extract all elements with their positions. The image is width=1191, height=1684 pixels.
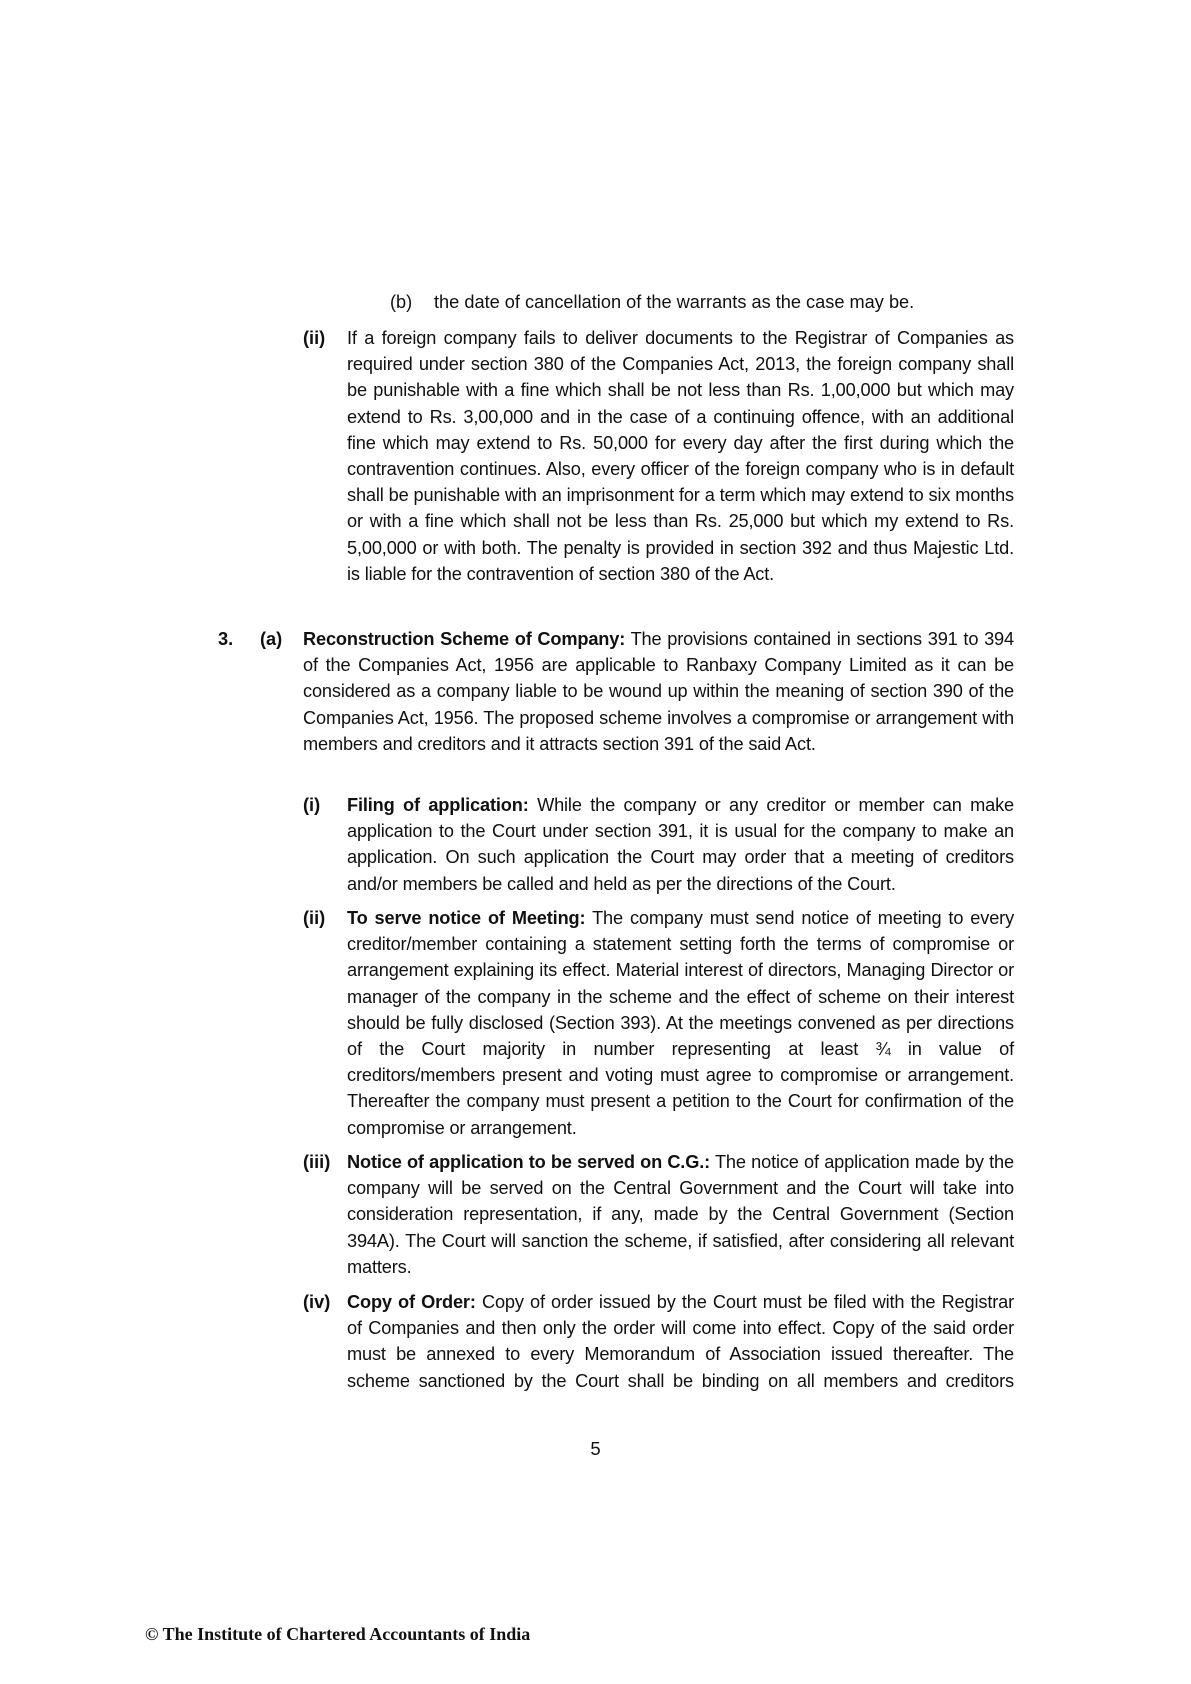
- point-iv-text: Copy of order issued by the Court must be filed with the Registrar of Companies and then only the order will come into effect. Copy of the said order must be annexed to every Memorandum of Association issued thereafter. The scheme sanctioned by the Court shall be binding on all members and creditors: [347, 1292, 1015, 1391]
- question-part-label: (a): [260, 629, 283, 649]
- point-iv-paragraph: [347, 1289, 1014, 1394]
- page-number: 5: [590, 1438, 601, 1459]
- para-ii-text: If a foreign company fails to deliver documents to the Registrar of Companies as required under section 380 of the Companies Act, 2013, the foreign company shall be punishable with a fine which shall be not less than Rs. 1,00,000 but which may extend to Rs. 3,00,000 and in the case of a continuing offence, with an additional fine which may extend to Rs. 50,000 for every day after the first during which the contravention continues. Also, every officer of the foreign company who is in default shall be punishable with an imprisonment for a term which may extend to six months or with a fine which shall not be less than Rs. 25,000 but which my extend to Rs. 5,00,000 or with both. The penalty is provided in section 392 and thus Majestic Ltd. is liable for the contravention of section 380 of the Act.: [347, 328, 1014, 584]
- point-ii-text: The company must send notice of meeting to every creditor/member containing a statement setting forth the terms of compromise or arrangement explaining its effect. Material interest of directors, Managing Director or manager of the company in the scheme and the effect of scheme on their interest should be fully disclosed (Section 393). At the meetings convened as per directions of the Court majority in number representing at least ¾ in value of creditors/members present and voting must agree to compromise or arrangement. Thereafter the company must present a petition to the Court for confirmation of the compromise or arrangement.: [347, 908, 1015, 1138]
- point-iii-paragraph: [347, 1149, 1014, 1280]
- footer-copyright: © The Institute of Chartered Accountants of India: [145, 1624, 531, 1644]
- point-ii-heading: To serve notice of Meeting:: [347, 908, 586, 928]
- subitem-b-text: the date of cancellation of the warrants as the case may be.: [434, 292, 915, 312]
- point-ii-paragraph: [347, 905, 1014, 1141]
- question-3a-heading: Reconstruction Scheme of Company:: [303, 629, 626, 649]
- point-i-label: (i): [303, 795, 321, 815]
- question-number: 3.: [218, 629, 234, 649]
- point-iv-heading: Copy of Order:: [347, 1292, 476, 1312]
- para-ii-label: (ii): [303, 328, 326, 348]
- question-3a-text: The provisions contained in sections 391 to 394 of the Companies Act, 1956 are applicable to Ranbaxy Company Limited as it can be considered as a company liable to be wound up within the meaning of section 390 of the Companies Act, 1956. The proposed scheme involves a compromise or arrangement with members and creditors and it attracts section 391 of the said Act.: [303, 629, 1014, 754]
- point-ii-label: (ii): [303, 908, 326, 928]
- point-iv-label: (iv): [303, 1292, 331, 1312]
- subitem-b-label: (b): [390, 292, 413, 312]
- question-3a-paragraph: [303, 626, 1014, 757]
- point-i-text: While the company or any creditor or member can make application to the Court under section 391, it is usual for the company to make an application. On such application the Court may order that a meeting of creditors and/or members be called and held as per the directions of the Court.: [347, 795, 1014, 894]
- point-i-paragraph: [347, 792, 1014, 897]
- point-iii-label: (iii): [303, 1152, 331, 1172]
- point-iii-heading: Notice of application to be served on C.G.:: [347, 1152, 711, 1172]
- point-i-heading: Filing of application:: [347, 795, 529, 815]
- point-iii-text: The notice of application made by the company will be served on the Central Government and the Court will take into consideration representation, if any, made by the Central Government (Section 394A). The Court will sanction the scheme, if satisfied, after considering all relevant matters.: [347, 1152, 1014, 1277]
- subitem-b: [390, 289, 914, 315]
